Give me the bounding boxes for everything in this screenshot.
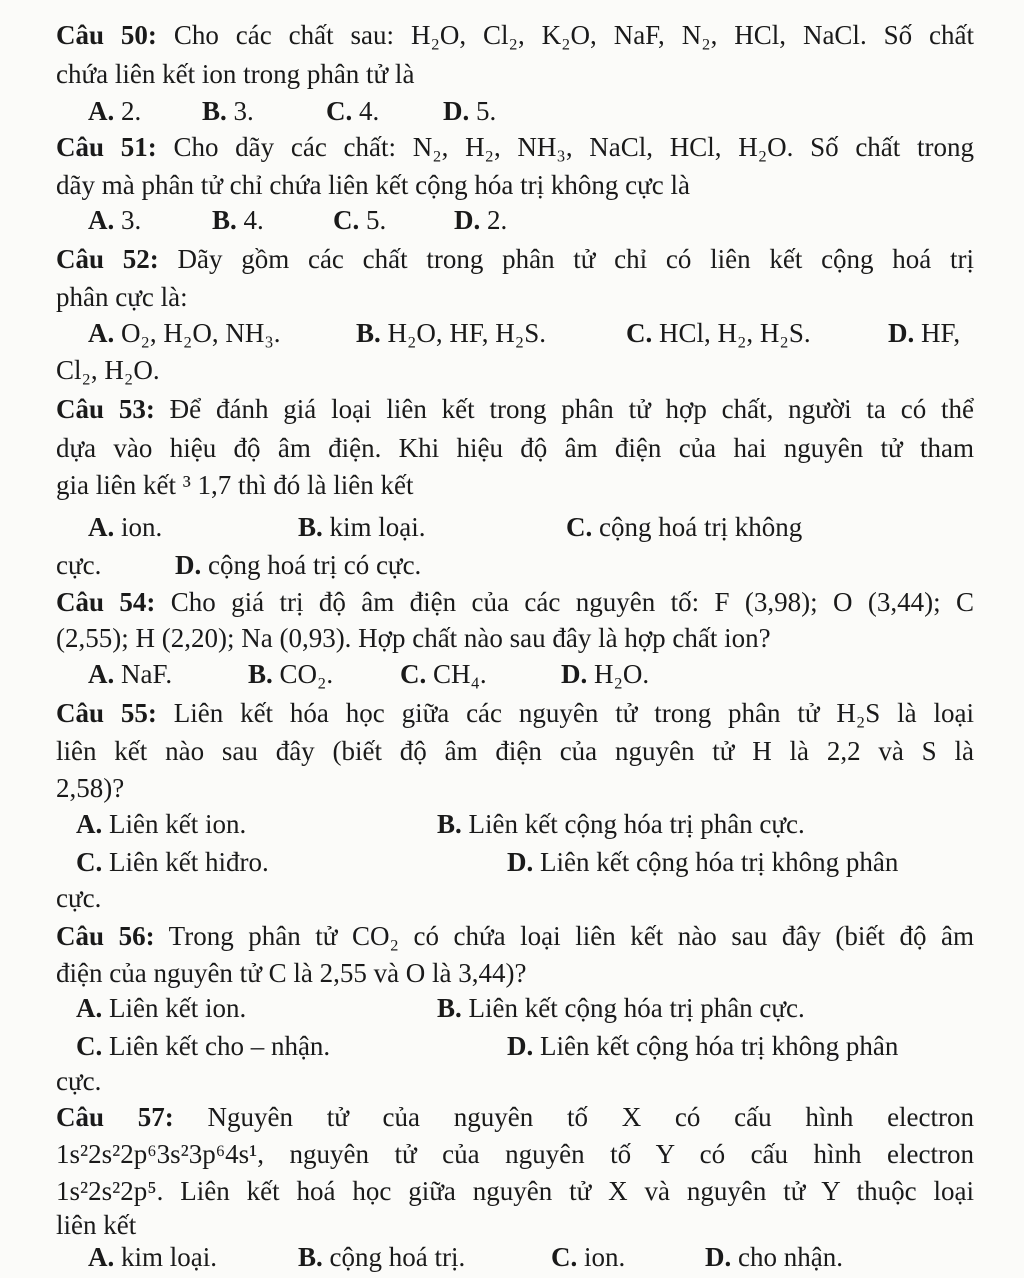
q57-line-4: liên kết: [56, 1210, 137, 1240]
q56-line-2: điện của nguyên tử C là 2,55 và O là 3,44)?: [56, 958, 527, 988]
q53-line-2: dựa vào hiệu độ âm điện. Khi hiệu độ âm điện của hai nguyên tử tham: [56, 433, 974, 463]
q52-continuation: Cl₂, H₂O.: [56, 355, 160, 385]
q55-option-c: C. Liên kết hiđro.: [76, 847, 269, 877]
q54-option-c: C. CH₄.: [400, 659, 487, 689]
q55-line-3: 2,58)?: [56, 773, 125, 803]
q50-line-2: chứa liên kết ion trong phân tử là: [56, 59, 415, 89]
q57-option-a: A. kim loại.: [88, 1242, 217, 1272]
q52-label: Câu 52:: [56, 244, 159, 274]
q50-option-d: D. 5.: [443, 96, 497, 126]
q52-line-1: Câu 52: Dãy gồm các chất trong phân tử chỉ có liên kết cộng hoá trị: [56, 244, 975, 274]
q53-option-a: A. ion.: [88, 512, 163, 542]
q55-option-a: A. Liên kết ion.: [76, 809, 247, 839]
q57-option-d: D. cho nhận.: [705, 1242, 843, 1272]
q52-line-2: phân cực là:: [56, 282, 188, 312]
q55-line-2: liên kết nào sau đây (biết độ âm điện của nguyên tử H là 2,2 và S là: [56, 736, 974, 766]
q51-line-1: Câu 51: Cho dãy các chất: N₂, H₂, NH₃, NaCl, HCl, H₂O. Số chất trong: [56, 132, 974, 162]
q56-option-a: A. Liên kết ion.: [76, 993, 247, 1023]
q51-line-2: dãy mà phân tử chỉ chứa liên kết cộng hóa trị không cực là: [56, 170, 690, 200]
q52-option-a: A. O₂, H₂O, NH₃.: [88, 318, 281, 348]
q51-option-b: B. 4.: [212, 205, 264, 235]
q53-label: Câu 53:: [56, 394, 155, 424]
q53-line-1: Câu 53: Để đánh giá loại liên kết trong phân tử hợp chất, người ta có thể: [56, 394, 975, 424]
q55-option-b: B. Liên kết cộng hóa trị phân cực.: [437, 809, 805, 839]
q52-option-d: D. HF,: [888, 318, 961, 348]
q54-option-d: D. H₂O.: [561, 659, 650, 689]
q57-label: Câu 57:: [56, 1102, 174, 1132]
q56-label: Câu 56:: [56, 921, 155, 951]
q50-option-a: A. 2.: [88, 96, 142, 126]
q50-line-1: [56, 18, 974, 52]
q55-option-d: D. Liên kết cộng hóa trị không phân: [507, 847, 899, 877]
q54-line-2: (2,55); H (2,20); Na (0,93). Hợp chất nào sau đây là hợp chất ion?: [56, 623, 771, 653]
q57-line-3: 1s²2s²2p⁵. Liên kết hoá học giữa nguyên tử X và nguyên tử Y thuộc loại: [56, 1176, 974, 1206]
q51-option-a: A. 3.: [88, 205, 142, 235]
q54-label: Câu 54:: [56, 587, 156, 617]
q52-option-b: B. H₂O, HF, H₂S.: [356, 318, 546, 348]
q55-line-1: Câu 55: Liên kết hóa học giữa các nguyên tử trong phân tử H₂S là loại: [56, 698, 974, 728]
q57-line-1: Câu 57: Nguyên tử của nguyên tố X có cấu hình electron: [56, 1102, 975, 1132]
q50-option-b: B. 3.: [202, 96, 254, 126]
q57-option-b: B. cộng hoá trị.: [298, 1242, 466, 1272]
q56-option-c: C. Liên kết cho – nhận.: [76, 1031, 331, 1061]
q54-line-1: Câu 54: Cho giá trị độ âm điện của các nguyên tố: F (3,98); O (3,44); C: [56, 587, 974, 617]
q50-label: Câu 50:: [56, 20, 157, 50]
q57-option-c: C. ion.: [551, 1242, 626, 1272]
q53-line-3: gia liên kết ³ 1,7 thì đó là liên kết: [56, 470, 414, 500]
q53-option-b: B. kim loại.: [298, 512, 426, 542]
q56-line-1: Câu 56: Trong phân tử CO₂ có chứa loại liên kết nào sau đây (biết độ âm: [56, 921, 975, 951]
q57-line-2: 1s²2s²2p⁶3s²3p⁶4s¹, nguyên tử của nguyên tố Y có cấu hình electron: [56, 1139, 974, 1169]
q54-option-b: B. CO₂.: [248, 659, 334, 689]
q53-option-c: C. cộng hoá trị không: [566, 512, 803, 542]
q54-option-a: A. NaF.: [88, 659, 173, 689]
q56-option-d: D. Liên kết cộng hóa trị không phân: [507, 1031, 899, 1061]
q51-option-d: D. 2.: [454, 205, 508, 235]
q56-option-b: B. Liên kết cộng hóa trị phân cực.: [437, 993, 805, 1023]
q53-continuation: cực.: [56, 550, 102, 580]
q56-continuation: cực.: [56, 1066, 102, 1096]
q50-text-1: Cho các chất sau: H₂O, Cl₂, K₂O, NaF, N₂, HCl, NaCl. Số chất: [173, 20, 975, 50]
q50-option-c: C. 4.: [326, 96, 380, 126]
q51-label: Câu 51:: [56, 132, 157, 162]
q55-continuation: cực.: [56, 883, 102, 913]
q52-option-c: C. HCl, H₂, H₂S.: [626, 318, 811, 348]
q51-option-c: C. 5.: [333, 205, 387, 235]
q55-label: Câu 55:: [56, 698, 157, 728]
q53-option-d: D. cộng hoá trị có cực.: [175, 550, 422, 580]
